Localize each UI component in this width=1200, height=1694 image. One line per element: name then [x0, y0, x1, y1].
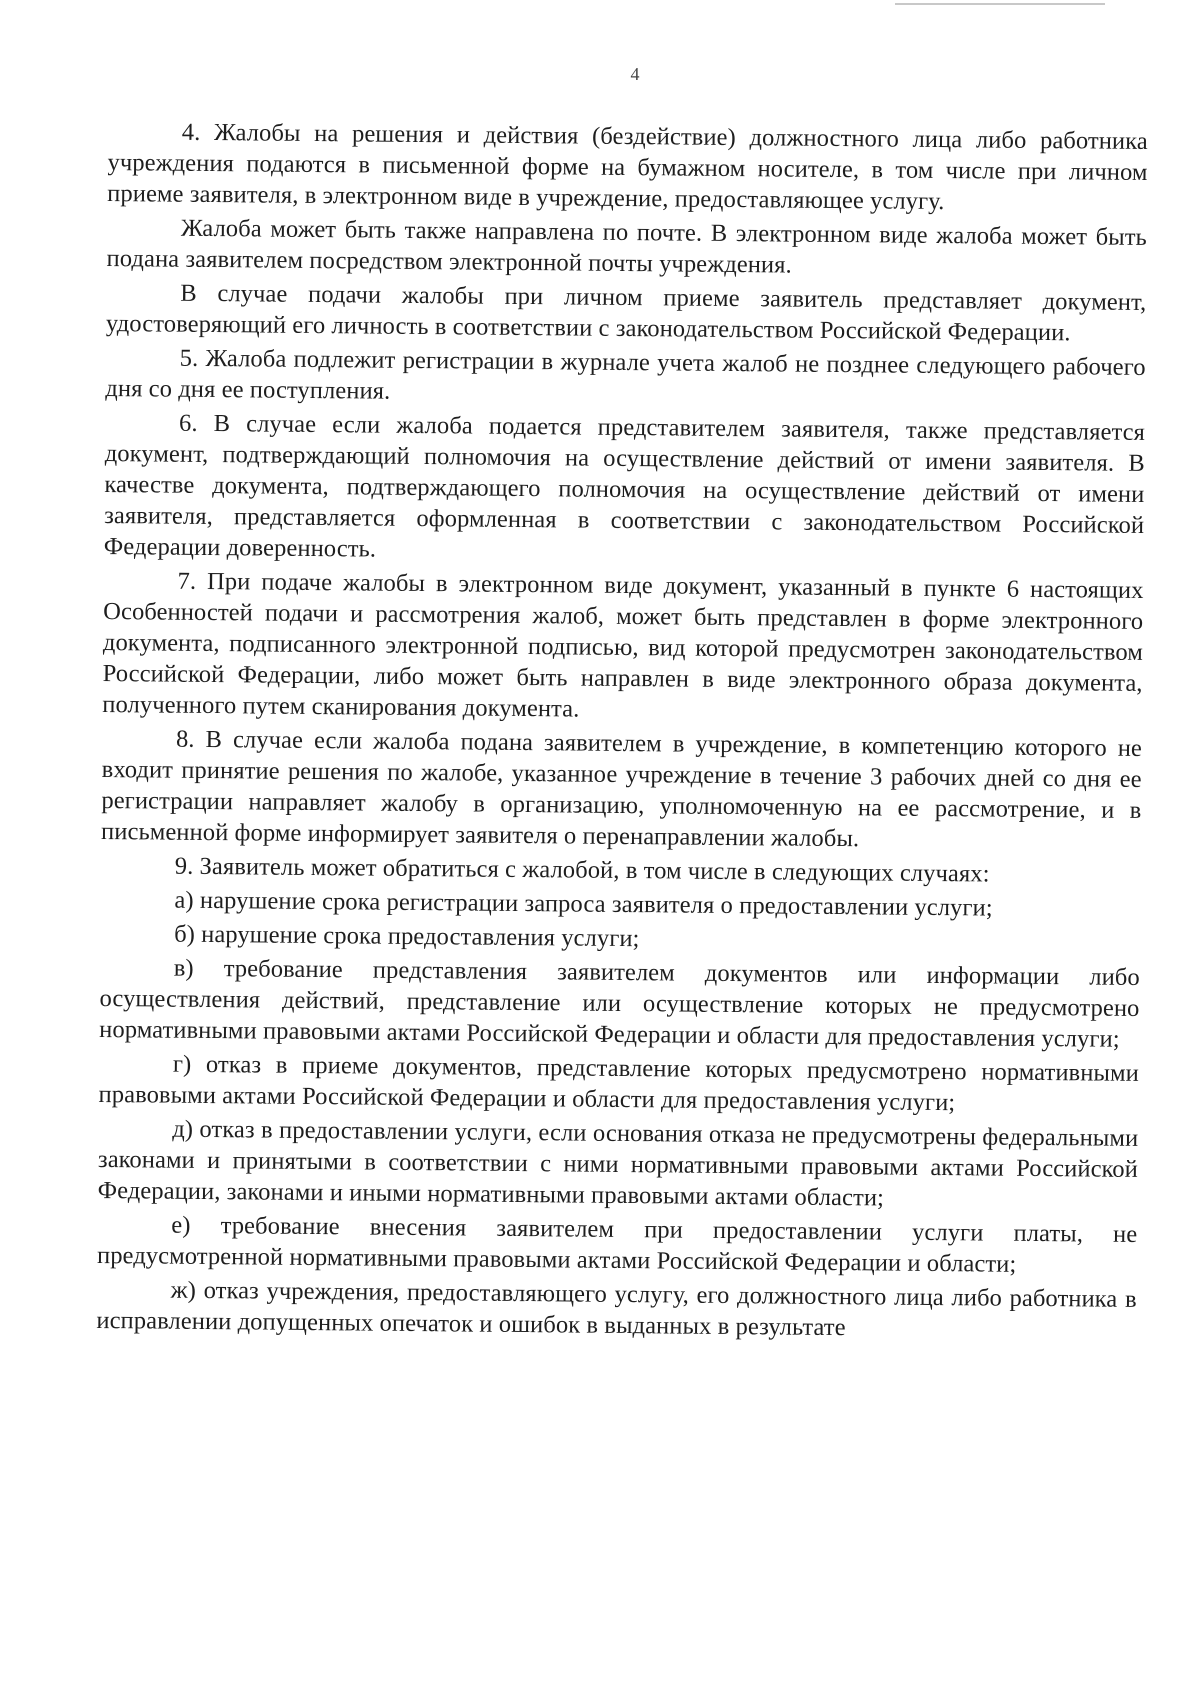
paragraph-8-redirect: 8. В случае если жалоба подана заявителем в учреждение, в компетенцию которого не входит принятие решения по жалобе, указанное учреждение в течение 3 рабочих дней со дня ее регистрации направляет жалобу в организацию, уполномоченную на ее рассмотрение, и в письменной форме информирует заявителя о перенаправлении жалобы.	[101, 725, 1143, 853]
list-item-d: д) отказ в предоставлении услуги, если основания отказа не предусмотрены федеральными законами и принятыми в соответствии с ними нормативными правовыми актами Российской Федерации, законами и иными нормативными правовыми актами области;	[97, 1115, 1139, 1212]
paragraph-5-registration: 5. Жалоба подлежит регистрации в журнале учета жалоб не позднее следующего рабочего дня со дня ее поступления.	[105, 344, 1146, 405]
paragraph-personal-reception: В случае подачи жалобы при личном приеме заявитель представляет документ, удостоверяющий его личность в соответствии с законодательством Российской Федерации.	[105, 279, 1147, 347]
paragraph-6-representative: 6. В случае если жалоба подается представителем заявителя, также представляется документ, подтверждающий полномочия на осуществление действий от имени заявителя. В качестве документа, подтверждающего полномочия на осуществление действий от имени заявителя, представляется оформленная в соответствии с законодательством Российской Федерации доверенность.	[103, 409, 1146, 563]
list-item-zh: ж) отказ учреждения, предоставляющего услугу, его должностного лица либо работника в исправлении допущенных опечаток и ошибок в выданных в результате	[96, 1276, 1137, 1342]
paragraph-complaint-by-mail: Жалоба может быть также направлена по почте. В электронном виде жалоба может быть подана заявителем посредством электронной почты учреждения.	[106, 214, 1148, 279]
list-item-v: в) требование представления заявителем документов или информации либо осуществления действий, представление или осуществление которых не предусмотрено нормативными правовыми актами Российской Федерации и области для предоставления услуги;	[99, 954, 1140, 1053]
paragraph-7-electronic: 7. При подаче жалобы в электронном виде документ, указанный в пункте 6 настоящих Особенностей подачи и рассмотрения жалоб, может быть представлен в форме электронного документа, подписанного электронной подписью, вид которой предусмотрен законодательством Российской Федерации, либо может быть направлен в виде электронного образа документа, полученного путем сканирования документа.	[102, 567, 1144, 723]
list-item-g: г) отказ в приеме документов, представление которых предусмотрено нормативными правовыми актами Российской Федерации и области для предоставления услуги;	[98, 1050, 1139, 1117]
document-body	[96, 116, 1148, 1346]
paragraph-9-cases: 9. Заявитель может обратиться с жалобой, в том числе в следующих случаях:	[174, 852, 990, 888]
list-item-b: б) нарушение срока предоставления услуги;	[174, 920, 640, 953]
list-item-e: е) требование внесения заявителем при предоставлении услуги платы, не предусмотренной нормативными правовыми актами Российской Федерации и области;	[96, 1211, 1138, 1278]
page-number: 4	[630, 64, 640, 84]
list-item-a: а) нарушение срока регистрации запроса заявителя о предоставлении услуги;	[174, 886, 993, 922]
paragraph-4-complaint-forms: 4. Жалобы на решения и действия (бездействие) должностного лица либо работника учреждения подаются в письменной форме на бумажном носителе, в том числе при личном приеме заявителя, в электронном виде в учреждение, предоставляющее услугу.	[107, 118, 1148, 216]
top-edge-line	[895, 3, 1105, 5]
